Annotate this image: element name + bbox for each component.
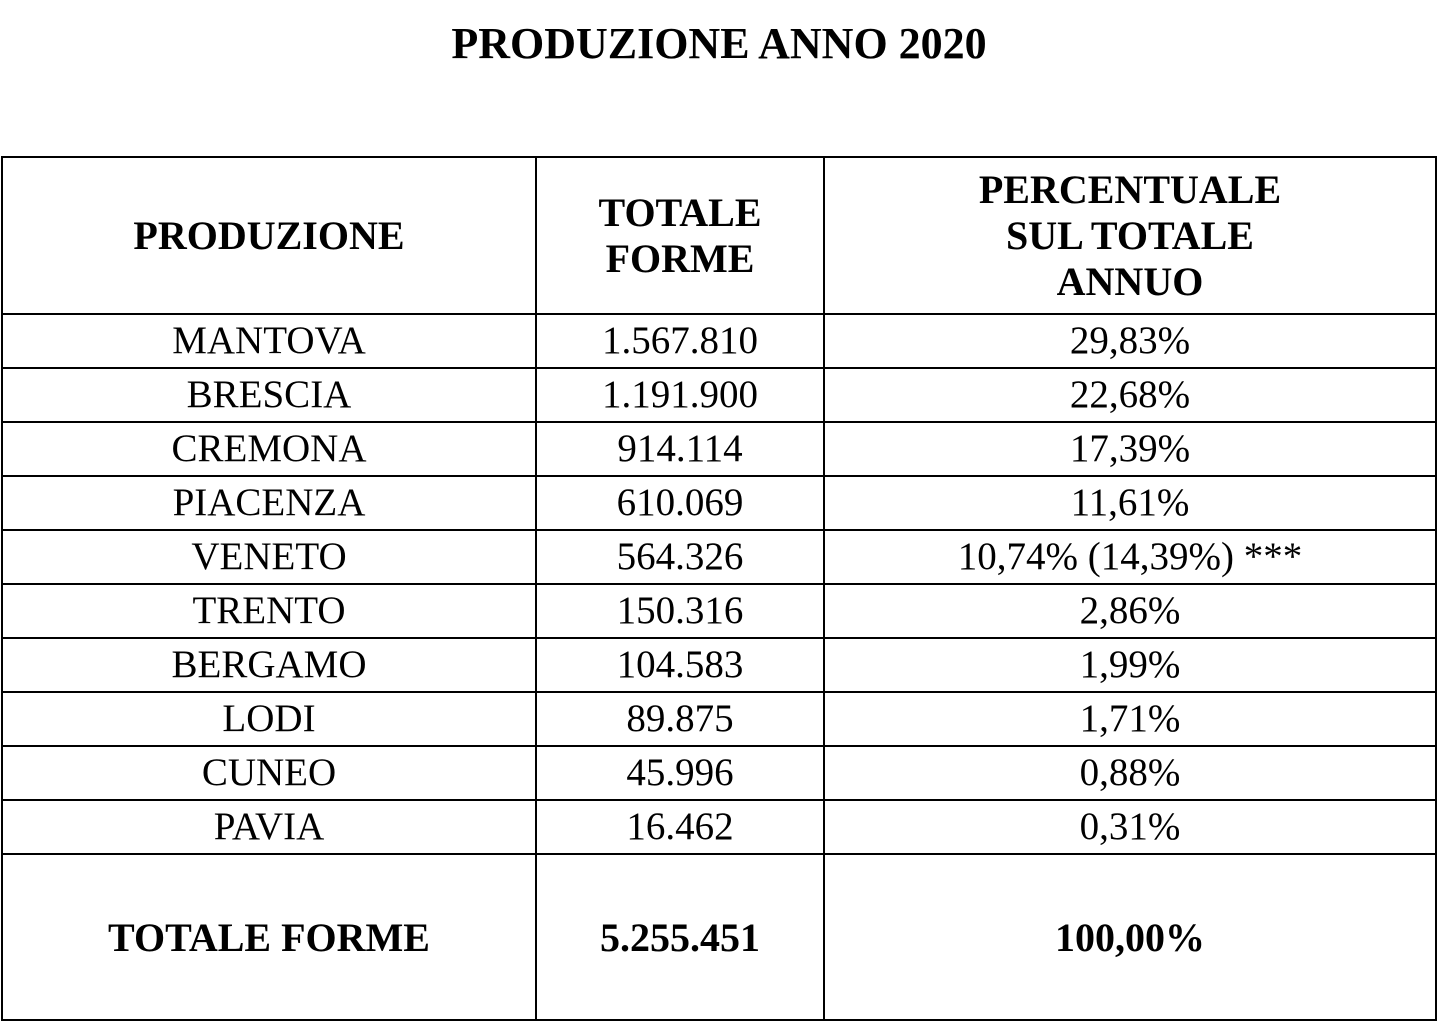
table-header-row [2,157,1436,314]
cell-percentuale: 0,88% [824,746,1436,800]
cell-produzione: BERGAMO [2,638,536,692]
page-title: PRODUZIONE ANNO 2020 [451,19,987,68]
cell-percentuale: 22,68% [824,368,1436,422]
cell-forme: 1.191.900 [536,368,824,422]
table-row [2,638,1436,692]
cell-produzione: LODI [2,692,536,746]
header-percentuale-line: SUL TOTALE [1006,212,1254,258]
header-percentuale [824,157,1436,314]
cell-forme: 16.462 [536,800,824,854]
cell-forme: 104.583 [536,638,824,692]
cell-percentuale: 1,99% [824,638,1436,692]
cell-percentuale: 2,86% [824,584,1436,638]
header-totale-forme [536,157,824,314]
cell-produzione: TRENTO [2,584,536,638]
cell-produzione: MANTOVA [2,314,536,368]
cell-forme: 1.567.810 [536,314,824,368]
table-row [2,800,1436,854]
header-totale-forme-line: FORME [605,235,755,281]
header-percentuale-line: PERCENTUALE [978,166,1282,212]
cell-forme: 89.875 [536,692,824,746]
total-percentuale: 100,00% [824,854,1436,1020]
cell-percentuale: 17,39% [824,422,1436,476]
cell-percentuale: 0,31% [824,800,1436,854]
cell-produzione: CREMONA [2,422,536,476]
cell-forme: 914.114 [536,422,824,476]
table-row [2,476,1436,530]
cell-forme: 610.069 [536,476,824,530]
table-row [2,584,1436,638]
production-table [1,156,1437,1021]
header-percentuale-line: ANNUO [1056,258,1204,304]
table-row [2,530,1436,584]
table-row [2,314,1436,368]
cell-forme: 150.316 [536,584,824,638]
cell-percentuale: 11,61% [824,476,1436,530]
table-row [2,692,1436,746]
cell-produzione: PIACENZA [2,476,536,530]
total-row [2,854,1436,1020]
table-row [2,368,1436,422]
header-totale-forme-line: TOTALE [598,189,762,235]
cell-percentuale: 1,71% [824,692,1436,746]
cell-produzione: PAVIA [2,800,536,854]
cell-produzione: VENETO [2,530,536,584]
cell-percentuale: 29,83% [824,314,1436,368]
total-label: TOTALE FORME [2,854,536,1020]
cell-produzione: CUNEO [2,746,536,800]
cell-forme: 45.996 [536,746,824,800]
cell-produzione: BRESCIA [2,368,536,422]
cell-forme: 564.326 [536,530,824,584]
header-produzione: PRODUZIONE [2,157,536,314]
total-forme: 5.255.451 [536,854,824,1020]
table-row [2,422,1436,476]
cell-percentuale: 10,74% (14,39%) *** [824,530,1436,584]
table-row [2,746,1436,800]
